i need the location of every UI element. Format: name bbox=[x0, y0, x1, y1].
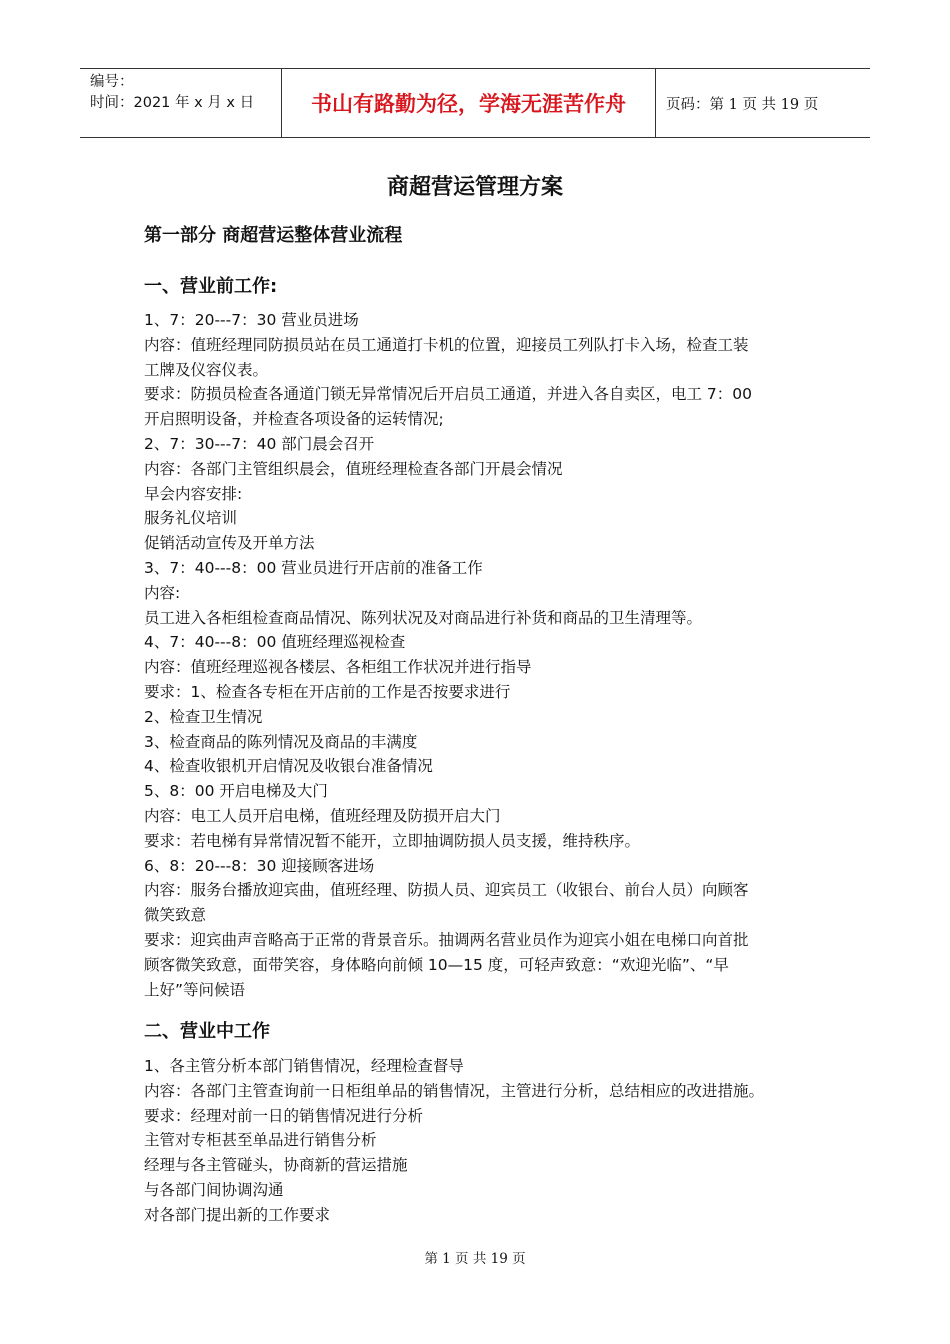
document-date-label: 时间：2021 年 x 月 x 日 bbox=[90, 95, 255, 111]
paragraph-line: 内容：服务台播放迎宾曲，值班经理、防损人员、迎宾员工（收银台、前台人员）向顾客 bbox=[144, 881, 749, 900]
header-motto: 书山有路勤为径，学海无涯苦作舟 bbox=[282, 69, 656, 137]
paragraph-line: 内容：各部门主管查询前一日柜组单品的销售情况，主管进行分析，总结相应的改进措施。 bbox=[144, 1081, 765, 1100]
paragraph-line: 内容：值班经理巡视各楼层、各柜组工作状况并进行指导 bbox=[144, 658, 532, 677]
paragraph-line: 2、检查卫生情况 bbox=[144, 707, 263, 726]
document-number-label: 编号： bbox=[90, 74, 134, 90]
paragraph-line: 与各部门间协调沟通 bbox=[144, 1180, 284, 1199]
paragraph-line: 内容：值班经理同防损员站在员工通道打卡机的位置，迎接员工列队打卡入场，检查工装 bbox=[144, 335, 749, 354]
paragraph-line: 要求：若电梯有异常情况暂不能开，立即抽调防损人员支援，维持秩序。 bbox=[144, 831, 641, 850]
paragraph-line: 要求：防损员检查各通道门锁无异常情况后开启员工通道，并进入各自卖区，电工 7：00 bbox=[144, 385, 753, 404]
page-footer: 第 1 页 共 19 页 bbox=[424, 1251, 526, 1267]
section-heading-in-business: 二、营业中工作 bbox=[144, 1021, 270, 1042]
paragraph-line: 对各部门提出新的工作要求 bbox=[144, 1205, 331, 1224]
section-body-in-business bbox=[144, 1054, 816, 1228]
paragraph-line: 要求：迎宾曲声音略高于正常的背景音乐。抽调两名营业员作为迎宾小姐在电梯口向首批 bbox=[144, 930, 749, 949]
header-page-info: 页码：第 1 页 共 19 页 bbox=[666, 96, 819, 113]
paragraph-line: 主管对专柜甚至单品进行销售分析 bbox=[144, 1131, 377, 1150]
paragraph-line: 微笑致意 bbox=[144, 906, 207, 925]
paragraph-line: 促销活动宣传及开单方法 bbox=[144, 534, 315, 553]
paragraph-line: 要求：经理对前一日的销售情况进行分析 bbox=[144, 1106, 424, 1125]
paragraph-line: 5、8：00 开启电梯及大门 bbox=[144, 782, 328, 801]
paragraph-line: 经理与各主管碰头，协商新的营运措施 bbox=[144, 1156, 408, 1175]
paragraph-line: 员工进入各柜组检查商品情况、陈列状况及对商品进行补货和商品的卫生清理等。 bbox=[144, 608, 703, 627]
section-heading-pre-business: 一、营业前工作: bbox=[144, 276, 278, 297]
paragraph-line: 1、7：20---7：30 营业员进场 bbox=[144, 311, 359, 329]
paragraph-line: 开启照明设备，并检查各项设备的运转情况; bbox=[144, 410, 444, 429]
paragraph-line: 早会内容安排: bbox=[144, 484, 243, 503]
paragraph-line: 内容：电工人员开启电梯，值班经理及防损开启大门 bbox=[144, 806, 501, 825]
document-header-table bbox=[80, 68, 870, 138]
paragraph-line: 内容: bbox=[144, 583, 181, 602]
document-title: 商超营运管理方案 bbox=[386, 175, 563, 200]
paragraph-line: 4、7：40---8：00 值班经理巡视检查 bbox=[144, 633, 406, 652]
paragraph-line: 6、8：20---8：30 迎接顾客进场 bbox=[144, 856, 375, 875]
paragraph-line: 顾客微笑致意，面带笑容，身体略向前倾 10—15 度，可轻声致意：“欢迎光临”、“早 bbox=[144, 955, 729, 974]
paragraph-line: 4、检查收银机开启情况及收银台准备情况 bbox=[144, 757, 433, 776]
paragraph-line: 服务礼仪培训 bbox=[144, 509, 238, 528]
paragraph-line: 1、各主管分析本部门销售情况，经理检查督导 bbox=[144, 1057, 464, 1075]
paragraph-line: 工牌及仪容仪表。 bbox=[144, 360, 269, 379]
paragraph-line: 要求：1、检查各专柜在开店前的工作是否按要求进行 bbox=[144, 682, 511, 701]
paragraph-line: 3、检查商品的陈列情况及商品的丰满度 bbox=[144, 732, 418, 751]
paragraph-line: 3、7：40---8：00 营业员进行开店前的准备工作 bbox=[144, 558, 483, 577]
part-heading: 第一部分 商超营运整体营业流程 bbox=[144, 225, 403, 246]
header-meta-cell bbox=[80, 69, 282, 137]
paragraph-line: 2、7：30---7：40 部门晨会召开 bbox=[144, 434, 375, 453]
paragraph-line: 上好”等问候语 bbox=[144, 980, 246, 999]
paragraph-line: 内容：各部门主管组织晨会，值班经理检查各部门开晨会情况 bbox=[144, 459, 563, 478]
section-body-pre-business bbox=[144, 308, 816, 1002]
